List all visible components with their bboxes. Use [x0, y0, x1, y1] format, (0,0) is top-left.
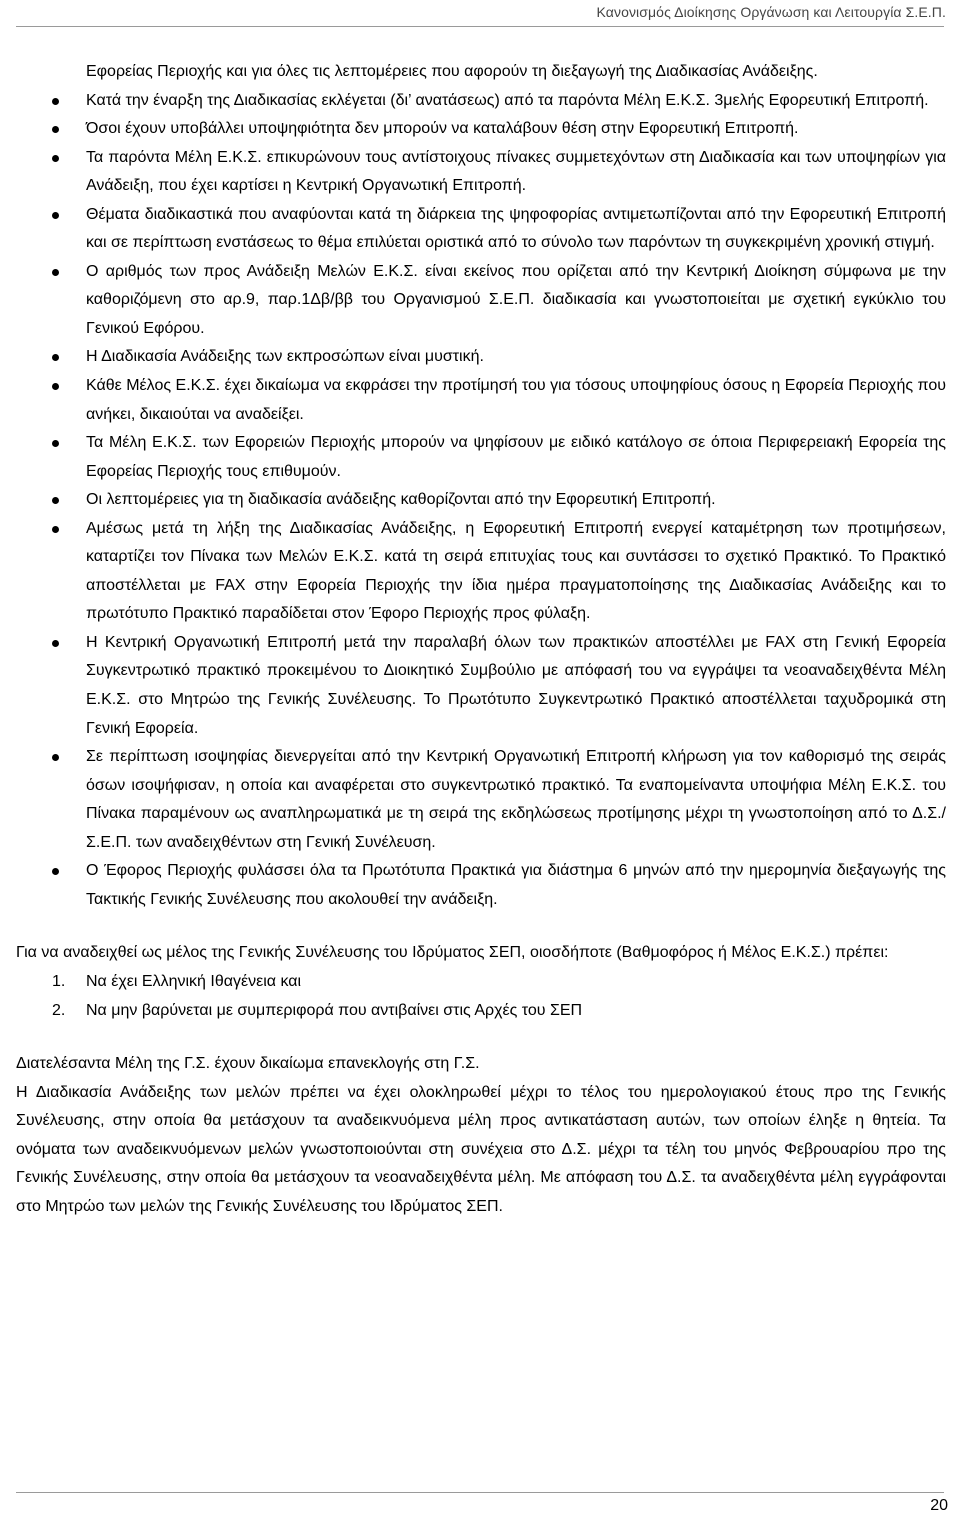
running-header: Κανονισμός Διοίκησης Οργάνωση και Λειτουργία Σ.Ε.Π. — [596, 4, 946, 20]
bullet-item — [86, 743, 946, 857]
bullet-icon — [52, 383, 59, 390]
footer-divider — [16, 1492, 944, 1493]
header-divider — [16, 26, 944, 27]
procedure-bullet-list — [0, 58, 960, 914]
bullet-text: Θέματα διαδικαστικά που αναφύονται κατά τη διάρκεια της ψηφοφορίας αντιμετωπίζονται από την Εφορευτική Επιτροπή και σε περίπτωση ενστάσεως το θέμα επιλύεται οριστικά από το σύνολο των παρόντων τη συγκεκριμένη χρονική στιγμή. — [86, 205, 946, 252]
reelection-note: Διατελέσαντα Μέλη της Γ.Σ. έχουν δικαίωμα επανεκλογής στη Γ.Σ. — [16, 1055, 480, 1073]
page-number: 20 — [930, 1497, 948, 1514]
bullet-item — [86, 515, 946, 629]
bullet-icon — [52, 269, 59, 276]
page-body — [0, 58, 960, 1221]
bullet-icon — [52, 497, 59, 504]
bullet-icon — [52, 155, 59, 162]
bullet-text: Σε περίπτωση ισοψηφίας διενεργείται από την Κεντρική Οργανωτική Επιτροπή κλήρωση για τον καθορισμό της σειράς όσων ισοψήφισαν, η οποία και αναφέρεται στο συγκεντρωτικό πρακτικό. Τα εναπομείναντα υποψήφια Μέλη Ε.Κ.Σ. του Πίνακα παραμένουν ως αναπληρωματικά με τη σειρά της εκδηλώσεως προτίμησης μέχρι τη γνωστοποίηση από το Δ.Σ./Σ.Ε.Π. των αναδειχθέντων στη Γενική Συνέλευση. — [86, 748, 946, 851]
eligibility-intro: Για να αναδειχθεί ως μέλος της Γενικής Συνέλευσης του Ιδρύματος ΣΕΠ, οιοσδήποτε (Βαθμοφόρος ή Μέλος Ε.Κ.Σ.) πρέπει: — [16, 944, 889, 962]
requirement-item — [52, 997, 960, 1026]
bullet-icon — [52, 354, 59, 361]
bullet-text: Οι λεπτομέρειες για τη διαδικασία ανάδειξης καθορίζονται από την Εφορευτική Επιτροπή. — [86, 491, 716, 509]
bullet-item — [86, 629, 946, 743]
bullet-text: Αμέσως μετά τη λήξη της Διαδικασίας Ανάδειξης, η Εφορευτική Επιτροπή ενεργεί καταμέτρηση των προτιμήσεων, καταρτίζει τον Πίνακα των Μελών Ε.Κ.Σ. κατά τη σειρά επιτυχίας τους και συντάσσει το σχετικό Πρακτικό. Το Πρακτικό αποστέλλεται με FAX στην Εφορεία Περιοχής την ίδια ημέρα πραγματοποίησης της Διαδικασίας Ανάδειξης και το πρωτότυπο Πρακτικό παραδίδεται στον Έφορο Περιοχής προς φύλαξη. — [86, 519, 946, 623]
requirement-number: 2. — [52, 1001, 66, 1019]
bullet-item — [86, 343, 946, 372]
bullet-text: Τα Μέλη Ε.Κ.Σ. των Εφορειών Περιοχής μπορούν να ψηφίσουν με ειδικό κατάλογο σε όποια Περιφερειακή Εφορεία της Εφορείας Περιοχής τους επιθυμούν. — [86, 434, 946, 480]
bullet-item-continuation — [86, 58, 946, 87]
bullet-icon — [52, 98, 59, 105]
bullet-text: Ο Έφορος Περιοχής φυλάσσει όλα τα Πρωτότυπα Πρακτικά για διάστημα 6 μηνών από την ημερομηνία διεξαγωγής της Τακτικής Γενικής Συνέλευσης που ακολουθεί την ανάδειξη. — [86, 862, 946, 908]
bullet-icon — [52, 126, 59, 133]
bullet-text: Κατά την έναρξη της Διαδικασίας εκλέγεται (δι’ ανατάσεως) από τα παρόντα Μέλη Ε.Κ.Σ. 3μελής Εφορευτική Επιτροπή. — [86, 91, 929, 109]
bullet-text: Εφορείας Περιοχής και για όλες τις λεπτομέρειες που αφορούν τη διεξαγωγή της Διαδικασίας Ανάδειξης. — [86, 63, 818, 80]
eligibility-requirements-list — [0, 968, 960, 1025]
bullet-icon — [52, 212, 59, 219]
bullet-item — [86, 144, 946, 201]
requirement-text: Να έχει Ελληνική Ιθαγένεια και — [86, 972, 302, 990]
bullet-icon — [52, 868, 59, 875]
closing-paragraph: Η Διαδικασία Ανάδειξης των μελών πρέπει να έχει ολοκληρωθεί μέχρι το τέλος του ημερολογιακού έτους προ της Γενικής Συνέλευσης, στην οποία θα μετάσχουν τα αναδεικνυόμενα μέλη προς αντικατάσταση αυτών, των οποίων έληξε η θητεία. Τα ονόματα των αναδεικνυόμενων μελών γνωστοποιούνται στη συνέχεια στο Δ.Σ. μέχρι τα τέλη του μηνός Φεβρουαρίου προ της Γενικής Συνέλευσης, στην οποία θα μετάσχουν τα νεοαναδειχθέντα μέλη. Με απόφαση του Δ.Σ. τα αναδειχθέντα μέλη εγγράφονται στο Μητρώο των μελών της Γενικής Συνέλευσης του Ιδρύματος ΣΕΠ. — [16, 1083, 946, 1215]
requirement-text: Να μην βαρύνεται με συμπεριφορά που αντιβαίνει στις Αρχές του ΣΕΠ — [86, 1001, 583, 1019]
bullet-item — [86, 87, 946, 116]
bullet-icon — [52, 754, 59, 761]
bullet-text: Όσοι έχουν υποβάλλει υποψηφιότητα δεν μπορούν να καταλάβουν θέση στην Εφορευτική Επιτροπή. — [86, 120, 799, 138]
bullet-item — [86, 372, 946, 429]
bullet-item — [86, 429, 946, 486]
bullet-item — [86, 486, 946, 515]
bullet-text: Η Κεντρική Οργανωτική Επιτροπή μετά την παραλαβή όλων των πρακτικών αποστέλλει με FAX στη Γενική Εφορεία Συγκεντρωτικό πρακτικό προκειμένου το Διοικητικό Συμβούλιο με απόφασή του να εγγράψει τα νεοαναδειχθέντα Μέλη Ε.Κ.Σ. στο Μητρώο της Γενικής Συνέλευσης. Το Πρωτότυπο Συγκεντρωτικό Πρακτικό αποστέλλεται ταχυδρομικά στη Γενική Εφορεία. — [86, 633, 946, 737]
bullet-item — [86, 258, 946, 344]
bullet-icon — [52, 440, 59, 447]
bullet-icon — [52, 526, 59, 533]
requirement-number: 1. — [52, 972, 66, 990]
requirement-item — [52, 968, 960, 997]
bullet-text: Η Διαδικασία Ανάδειξης των εκπροσώπων είναι μυστική. — [86, 348, 484, 366]
bullet-icon — [52, 640, 59, 647]
bullet-item — [86, 857, 946, 914]
bullet-text: Τα παρόντα Μέλη Ε.Κ.Σ. επικυρώνουν τους αντίστοιχους πίνακες συμμετεχόντων στη Διαδικασία και των υποψηφίων για Ανάδειξη, που έχει καρτίσει η Κεντρική Οργανωτική Επιτροπή. — [86, 148, 946, 195]
bullet-item — [86, 201, 946, 258]
bullet-text: Ο αριθμός των προς Ανάδειξη Μελών Ε.Κ.Σ. είναι εκείνος που ορίζεται από την Κεντρική Διοίκηση σύμφωνα με την καθοριζόμενη στο αρ.9, παρ.1Δβ/ββ του Οργανισμού Σ.Ε.Π. διαδικασία και γνωστοποιείται με σχετική εγκύκλιο του Γενικού Εφόρου. — [86, 262, 946, 337]
bullet-text: Κάθε Μέλος Ε.Κ.Σ. έχει δικαίωμα να εκφράσει την προτίμησή του για τόσους υποψηφίους όσους η Εφορεία Περιοχής που ανήκει, δικαιούται να αναδείξει. — [86, 377, 946, 423]
bullet-item — [86, 115, 946, 144]
